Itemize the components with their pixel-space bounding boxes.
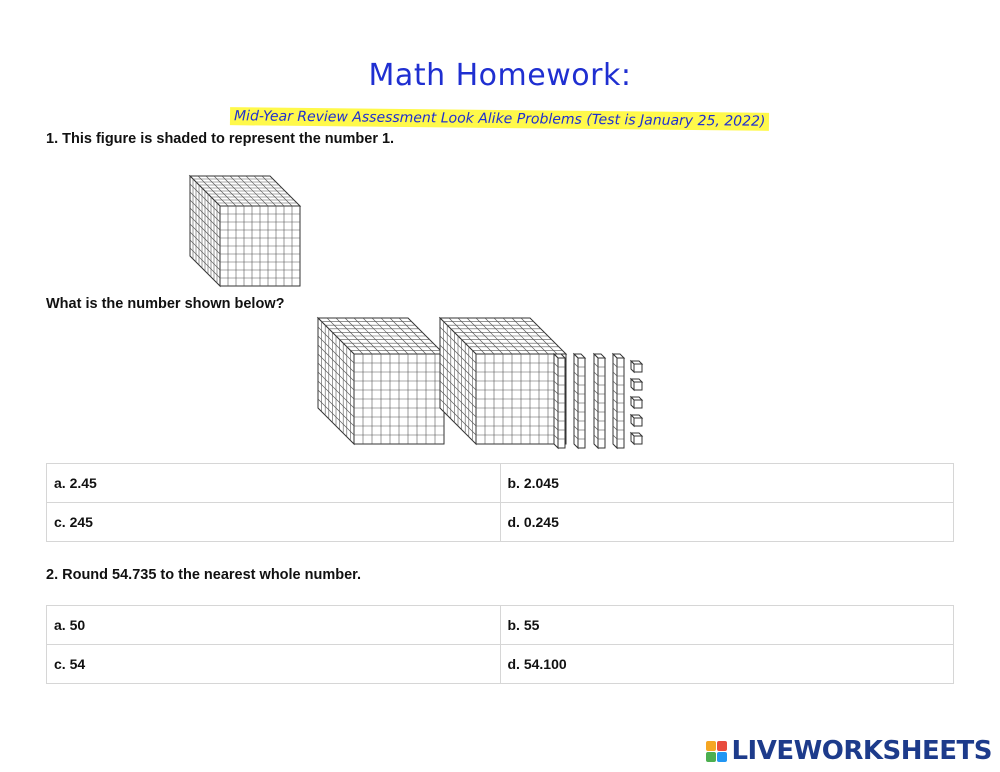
option-b[interactable]: b. 55	[500, 606, 954, 645]
question-1-followup: What is the number shown below?	[46, 296, 285, 312]
option-c[interactable]: c. 54	[47, 645, 501, 684]
page-title: Math Homework:	[368, 58, 632, 93]
page-subtitle: Mid-Year Review Assessment Look Alike Problems (Test is January 25, 2022)	[230, 107, 770, 131]
subtitle-wrap	[0, 110, 1000, 128]
liveworksheets-logo-icon	[706, 741, 727, 762]
options-row	[47, 503, 954, 542]
option-d[interactable]: d. 0.245	[500, 503, 954, 542]
options-row	[47, 606, 954, 645]
unit-cube	[190, 176, 300, 286]
question-1-prompt: 1. This figure is shaded to represent the number 1.	[46, 131, 395, 147]
cube-2	[440, 318, 566, 444]
unit-cube-figure	[186, 172, 306, 290]
liveworksheets-brand	[706, 734, 992, 768]
option-c[interactable]: c. 245	[47, 503, 501, 542]
question-2-options	[46, 605, 954, 684]
question-2-prompt: 2. Round 54.735 to the nearest whole number.	[46, 567, 362, 583]
options-row	[47, 464, 954, 503]
question-1-options	[46, 463, 954, 542]
rods	[554, 354, 624, 448]
option-b[interactable]: b. 2.045	[500, 464, 954, 503]
base-ten-blocks-figure	[316, 316, 650, 452]
option-d[interactable]: d. 54.100	[500, 645, 954, 684]
brand-name: LIVEWORKSHEETS	[731, 736, 992, 766]
cube-1	[318, 318, 444, 444]
options-row	[47, 645, 954, 684]
unit-blocks	[631, 361, 642, 444]
option-a[interactable]: a. 50	[47, 606, 501, 645]
option-a[interactable]: a. 2.45	[47, 464, 501, 503]
